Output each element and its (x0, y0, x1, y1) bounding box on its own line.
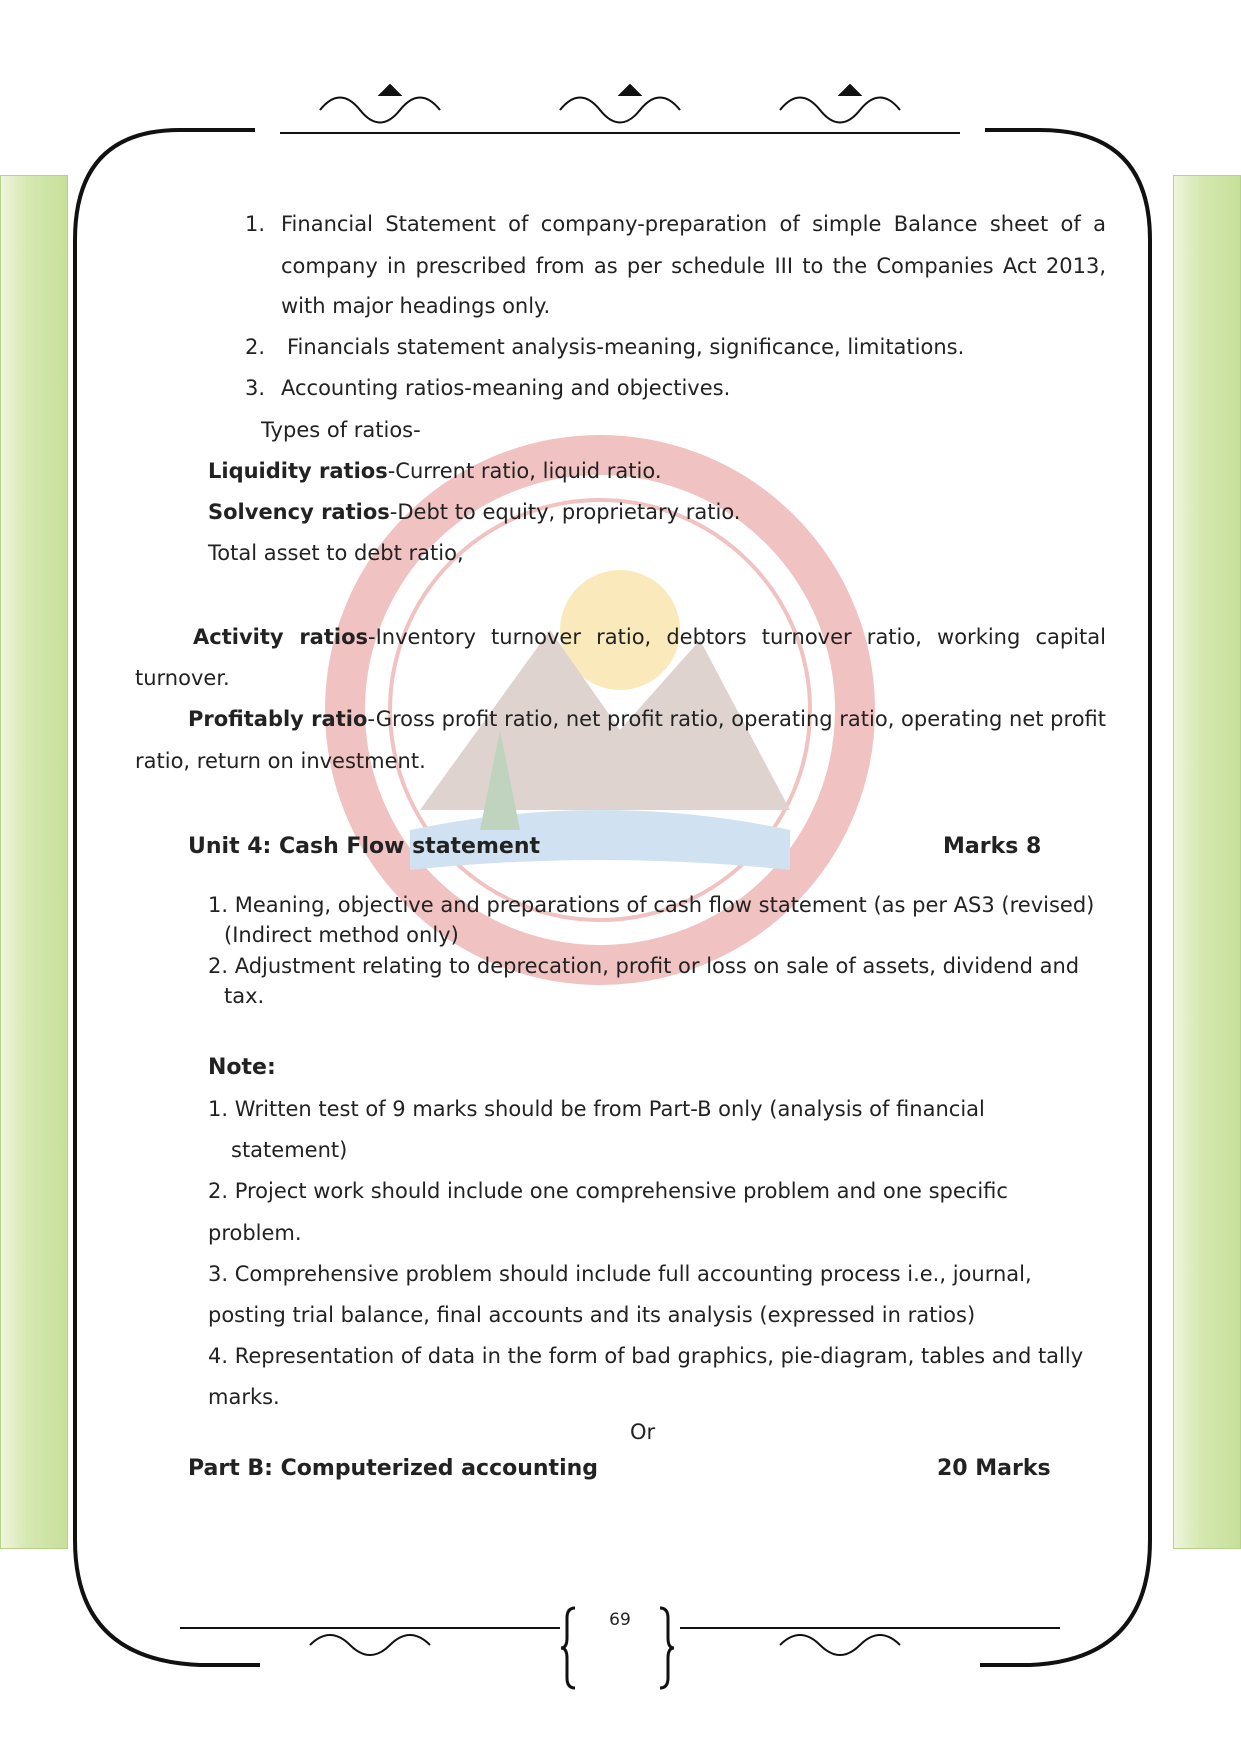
liquidity-text: -Current ratio, liquid ratio. (387, 459, 662, 483)
solvency-text: -Debt to equity, proprietary ratio. (389, 500, 741, 524)
activity-text: -Inventory turnover ratio, debtors turnover ratio, working capital (368, 625, 1106, 649)
liquidity-label: Liquidity ratios (208, 459, 388, 483)
note-1-line2: statement) (231, 1138, 348, 1162)
liquidity-ratios-line (208, 451, 662, 492)
solvency-ratios-line (208, 492, 741, 533)
list-item-1-line3: with major headings only. (281, 294, 551, 318)
note-1-line1: 1. Written test of 9 marks should be from Part-B only (analysis of financial (208, 1097, 985, 1121)
list-item-1-number: 1. (245, 212, 266, 236)
partb-title: Part B: Computerized accounting (188, 1456, 599, 1481)
note-4-line2: marks. (208, 1385, 280, 1409)
list-item-1-line1: Financial Statement of company-preparation of simple Balance sheet of a (281, 212, 1106, 236)
note-2-line1: 2. Project work should include one comprehensive problem and one specific (208, 1179, 1008, 1203)
unit4-title: Unit 4: Cash Flow statement (188, 834, 540, 859)
profitably-text: -Gross profit ratio, net profit ratio, operating ratio, operating net profit (367, 707, 1106, 731)
partb-marks: 20 Marks (937, 1456, 1051, 1481)
solvency-label: Solvency ratios (208, 500, 390, 524)
list-item-2-number: 2. (245, 335, 266, 359)
list-item-3-text: Accounting ratios-meaning and objectives. (281, 376, 731, 400)
types-of-ratios-label: Types of ratios- (261, 418, 421, 442)
unit4-item-1-line1: 1. Meaning, objective and preparations of cash flow statement (as per AS3 (revised) (208, 893, 1095, 917)
activity-cont: turnover. (135, 666, 230, 690)
activity-ratios-line (193, 617, 1106, 658)
activity-label: Activity ratios (193, 625, 369, 649)
profitably-label: Profitably ratio (188, 707, 368, 731)
note-3-line1: 3. Comprehensive problem should include full accounting process i.e., journal, (208, 1262, 1032, 1286)
note-4-line1: 4. Representation of data in the form of bad graphics, pie-diagram, tables and tally (208, 1344, 1084, 1368)
list-item-3-number: 3. (245, 376, 266, 400)
unit4-item-2-line1: 2. Adjustment relating to deprecation, profit or loss on sale of assets, dividend and (208, 954, 1080, 978)
list-item-1-line2: company in prescribed from as per schedule III to the Companies Act 2013, (281, 254, 1106, 278)
note-title: Note: (208, 1055, 276, 1080)
page-number: 69 (609, 1610, 631, 1630)
unit4-marks: Marks 8 (943, 834, 1042, 859)
top-ornament (280, 85, 960, 133)
total-asset-line: Total asset to debt ratio, (208, 541, 464, 565)
or-separator: Or (630, 1420, 656, 1444)
profitably-ratio-line (188, 699, 1106, 740)
unit4-item-1-line2: (Indirect method only) (224, 923, 459, 947)
unit4-item-2-line2: tax. (224, 984, 265, 1008)
list-item-2-text: Financials statement analysis-meaning, significance, limitations. (287, 335, 965, 359)
note-3-line2: posting trial balance, final accounts and its analysis (expressed in ratios) (208, 1303, 976, 1327)
profitably-cont: ratio, return on investment. (135, 749, 426, 773)
note-2-line2: problem. (208, 1221, 302, 1245)
